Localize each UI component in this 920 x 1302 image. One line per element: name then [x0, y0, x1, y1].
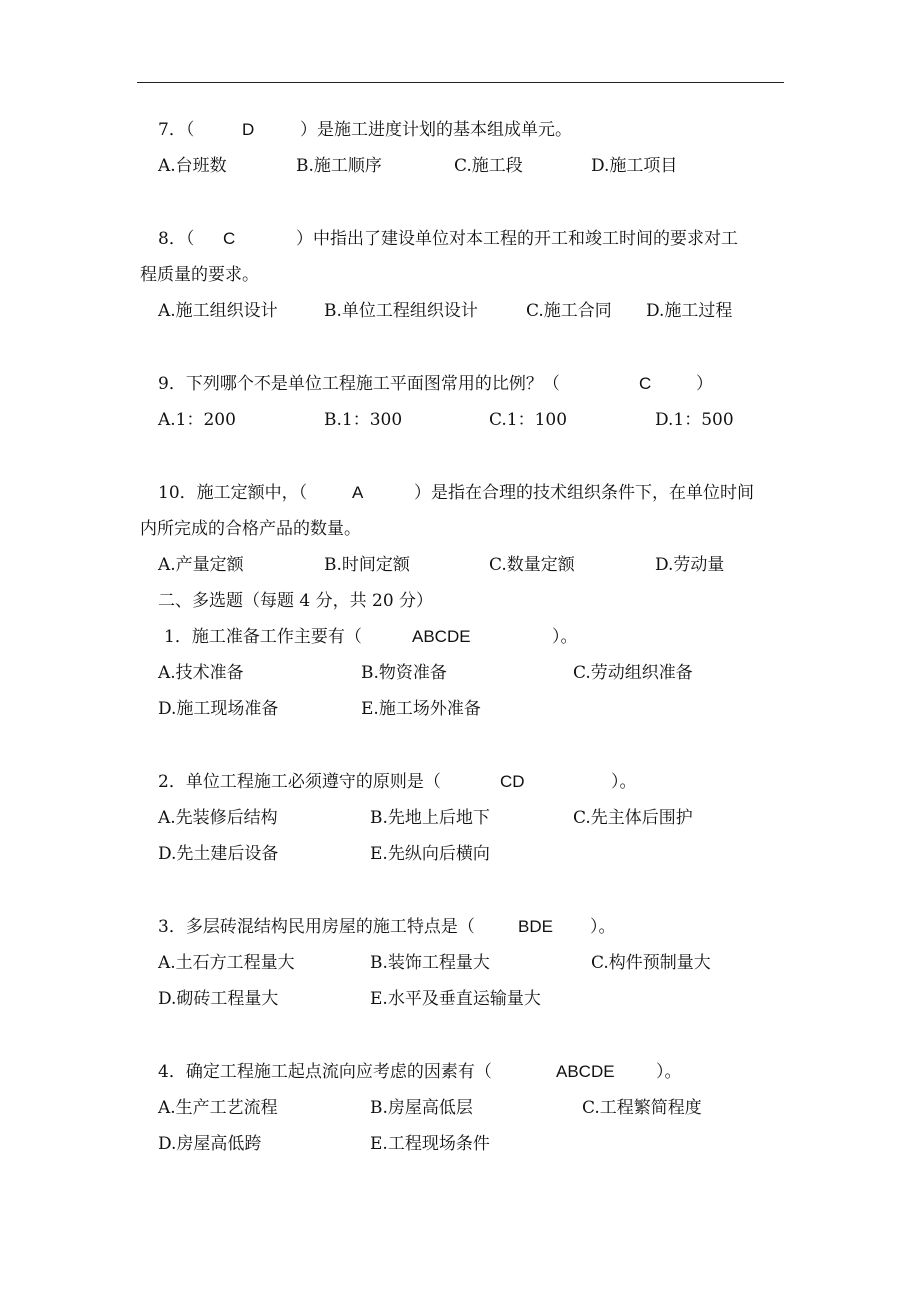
- question-10-continuation: 内所完成的合格产品的数量。: [140, 519, 361, 539]
- question-10-answer: A: [352, 483, 364, 502]
- multi-question-2-option-e: E.先纵向后横向: [370, 844, 490, 864]
- question-10-option-b: B.时间定额: [324, 555, 410, 575]
- multi-question-4-option-c: C.工程繁简程度: [582, 1098, 702, 1118]
- multi-question-1-option-d: D.施工现场准备: [158, 699, 279, 719]
- multi-question-3-option-c: C.构件预制量大: [591, 953, 711, 973]
- question-9-option-c: C.1：100: [489, 410, 568, 430]
- question-9-start: 9．下列哪个不是单位工程施工平面图常用的比例？（: [158, 374, 560, 394]
- multi-question-3-option-e: E.水平及垂直运输量大: [370, 989, 541, 1009]
- multi-question-1-end: ）。: [552, 627, 578, 647]
- question-7-option-d: D.施工项目: [591, 156, 678, 176]
- question-9-option-d: D.1：500: [655, 410, 734, 430]
- question-8-start: 8．（: [158, 229, 195, 249]
- multi-question-2-answer: CD: [500, 772, 525, 791]
- multi-question-4-start: 4．确定工程施工起点流向应考虑的因素有（: [158, 1062, 492, 1082]
- multi-question-1-option-e: E.施工场外准备: [361, 699, 481, 719]
- multi-question-4-option-a: A.生产工艺流程: [158, 1098, 278, 1118]
- multi-question-2-end: ）。: [611, 772, 637, 792]
- question-8-option-c: C.施工合同: [526, 301, 612, 321]
- header-rule: [137, 82, 784, 83]
- question-7-option-c: C.施工段: [454, 156, 523, 176]
- question-9-end: ）: [696, 374, 713, 394]
- multi-question-3-option-a: A.土石方工程量大: [158, 953, 295, 973]
- multi-question-3-option-b: B.装饰工程量大: [370, 953, 490, 973]
- question-8-option-a: A.施工组织设计: [158, 301, 278, 321]
- multi-question-4-option-e: E.工程现场条件: [370, 1134, 490, 1154]
- multi-question-1-start: 1．施工准备工作主要有（: [164, 627, 362, 647]
- multi-question-3-start: 3．多层砖混结构民用房屋的施工特点是（: [158, 917, 475, 937]
- multi-question-1-option-a: A.技术准备: [158, 663, 244, 683]
- multi-question-3-end: ）。: [590, 917, 616, 937]
- multi-question-2-option-d: D.先土建后设备: [158, 844, 279, 864]
- question-8-option-d: D.施工过程: [646, 301, 733, 321]
- multi-question-1-answer: ABCDE: [412, 627, 471, 646]
- question-9-option-a: A.1：200: [158, 410, 236, 430]
- multi-question-4-answer: ABCDE: [556, 1062, 615, 1081]
- question-10-option-a: A.产量定额: [158, 555, 244, 575]
- multi-question-2-option-b: B.先地上后地下: [370, 808, 490, 828]
- multi-question-2-option-a: A.先装修后结构: [158, 808, 278, 828]
- multi-question-3-option-d: D.砌砖工程量大: [158, 989, 279, 1009]
- question-7-answer: D: [242, 120, 255, 139]
- multi-question-4-option-d: D.房屋高低跨: [158, 1134, 262, 1154]
- multi-question-3-answer: BDE: [518, 917, 553, 936]
- question-7-option-b: B.施工顺序: [296, 156, 382, 176]
- question-10-option-c: C.数量定额: [489, 555, 575, 575]
- question-10-start: 10．施工定额中，（: [158, 483, 308, 503]
- question-7-end: ）是施工进度计划的基本组成单元。: [300, 120, 572, 140]
- multi-question-4-option-b: B.房屋高低层: [370, 1098, 473, 1118]
- question-8-answer: C: [223, 229, 236, 248]
- multi-question-4-end: ）。: [656, 1062, 682, 1082]
- section-2-title: 二、多选题（每题 4 分，共 20 分）: [158, 591, 434, 611]
- multi-question-2-option-c: C.先主体后围护: [573, 808, 693, 828]
- question-7-start: 7．（: [158, 120, 195, 140]
- question-10-option-d: D.劳动量: [655, 555, 725, 575]
- multi-question-1-option-c: C.劳动组织准备: [573, 663, 693, 683]
- question-8-option-b: B.单位工程组织设计: [324, 301, 478, 321]
- question-9-answer: C: [639, 374, 652, 393]
- multi-question-1-option-b: B.物资准备: [361, 663, 447, 683]
- question-8-end: ）中指出了建设单位对本工程的开工和竣工时间的要求对工: [296, 229, 738, 249]
- question-10-end: ）是指在合理的技术组织条件下，在单位时间: [414, 483, 754, 503]
- question-7-option-a: A.台班数: [158, 156, 227, 176]
- question-8-continuation: 程质量的要求。: [140, 265, 259, 285]
- multi-question-2-start: 2．单位工程施工必须遵守的原则是（: [158, 772, 441, 792]
- question-9-option-b: B.1：300: [324, 410, 403, 430]
